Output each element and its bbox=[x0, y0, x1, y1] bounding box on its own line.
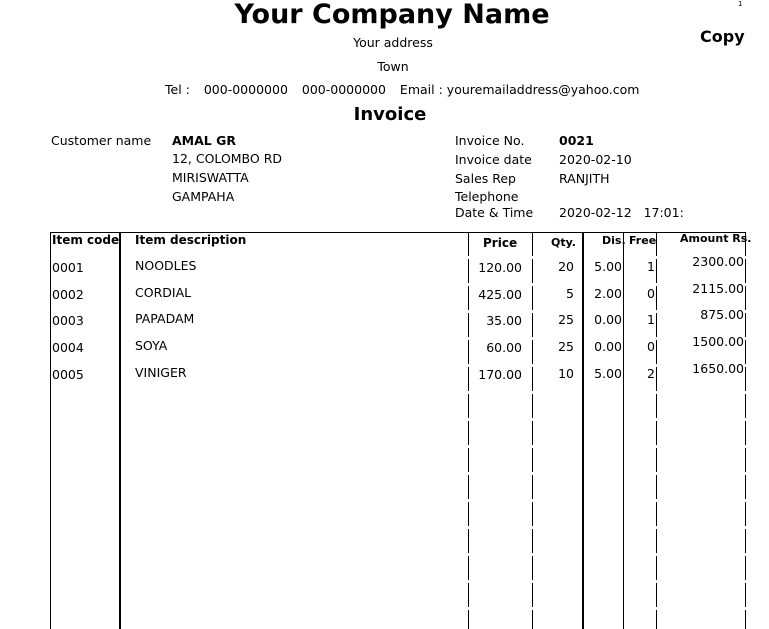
cell-qty: 20 bbox=[558, 259, 574, 274]
cell-free: 1 bbox=[647, 259, 655, 274]
tel-1: 000-0000000 bbox=[203, 82, 288, 97]
header-qty: Qty. bbox=[551, 236, 576, 249]
table-right-border bbox=[745, 232, 746, 629]
col-divider-dis bbox=[623, 232, 624, 629]
cell-code: 0005 bbox=[52, 366, 84, 382]
cell-free: 1 bbox=[647, 312, 655, 328]
cell-code: 0001 bbox=[52, 260, 84, 275]
cell-amount: 875.00 bbox=[700, 307, 744, 323]
date-time: 2020-02-12 17:01: bbox=[559, 205, 684, 220]
items-table bbox=[50, 232, 752, 629]
cell-desc: VINIGER bbox=[135, 364, 187, 380]
cell-qty: 5 bbox=[566, 285, 574, 301]
cell-desc: SOYA bbox=[135, 338, 168, 354]
cell-qty: 10 bbox=[558, 365, 574, 381]
cell-dis: 0.00 bbox=[594, 312, 622, 328]
invoice-no-label: Invoice No. bbox=[455, 133, 525, 148]
company-name: Your Company Name bbox=[234, 0, 550, 30]
table-left-border bbox=[50, 232, 51, 629]
cell-amount: 2115.00 bbox=[692, 280, 744, 296]
cell-code: 0002 bbox=[52, 286, 84, 302]
cell-free: 0 bbox=[647, 339, 655, 355]
cell-code: 0003 bbox=[52, 313, 84, 329]
invoice-date: 2020-02-10 bbox=[559, 152, 632, 167]
cell-amount: 1650.00 bbox=[692, 360, 744, 376]
company-address: Your address bbox=[353, 35, 433, 50]
cell-qty: 25 bbox=[558, 312, 574, 328]
sales-rep: RANJITH bbox=[559, 171, 610, 186]
cell-price: 425.00 bbox=[478, 286, 522, 302]
cell-amount: 1500.00 bbox=[692, 334, 744, 350]
tel-label: Tel : bbox=[165, 82, 190, 97]
customer-address-2: MIRISWATTA bbox=[172, 170, 249, 185]
cell-dis: 2.00 bbox=[594, 285, 622, 301]
cell-desc: PAPADAM bbox=[135, 311, 195, 327]
company-contact bbox=[165, 82, 649, 97]
invoice-no: 0021 bbox=[559, 133, 594, 148]
header-free: Free bbox=[629, 234, 657, 247]
header-price: Price bbox=[483, 236, 518, 250]
cell-price: 120.00 bbox=[478, 260, 522, 275]
col-divider-code bbox=[119, 232, 121, 629]
col-divider-free bbox=[656, 232, 657, 629]
cell-price: 60.00 bbox=[486, 340, 522, 356]
cell-free: 2 bbox=[647, 365, 655, 381]
document-title: Invoice bbox=[353, 104, 427, 125]
col-divider-desc bbox=[468, 232, 469, 629]
header-amount: Amount Rs. bbox=[680, 232, 752, 245]
company-town: Town bbox=[377, 59, 409, 74]
cell-desc: NOODLES bbox=[135, 258, 197, 273]
telephone-label: Telephone bbox=[455, 189, 519, 204]
customer-address-1: 12, COLOMBO RD bbox=[172, 151, 283, 166]
page-number: 1 bbox=[738, 0, 743, 8]
col-divider-price bbox=[532, 232, 533, 629]
sales-rep-label: Sales Rep bbox=[455, 171, 516, 186]
customer-name: AMAL GR bbox=[172, 133, 236, 148]
header-item-description: Item description bbox=[135, 233, 247, 247]
header-dis: Dis. bbox=[602, 234, 626, 247]
customer-name-label: Customer name bbox=[51, 133, 152, 148]
customer-address-3: GAMPAHA bbox=[172, 189, 235, 204]
invoice-date-label: Invoice date bbox=[455, 152, 532, 167]
header-item-code: Item code bbox=[52, 233, 120, 247]
cell-dis: 5.00 bbox=[594, 365, 622, 381]
cell-code: 0004 bbox=[52, 340, 84, 356]
cell-price: 35.00 bbox=[486, 313, 522, 329]
copy-label: Copy bbox=[700, 27, 745, 46]
cell-dis: 5.00 bbox=[594, 259, 622, 274]
cell-qty: 25 bbox=[558, 339, 574, 355]
date-time-label: Date & Time bbox=[455, 205, 534, 220]
email-value: youremailaddress@yahoo.com bbox=[446, 82, 640, 97]
email-label: Email : bbox=[399, 82, 443, 97]
tel-2: 000-0000000 bbox=[301, 82, 386, 97]
cell-free: 0 bbox=[647, 285, 655, 301]
cell-price: 170.00 bbox=[478, 366, 522, 382]
cell-desc: CORDIAL bbox=[135, 284, 192, 300]
cell-dis: 0.00 bbox=[594, 339, 622, 355]
cell-amount: 2300.00 bbox=[692, 254, 744, 269]
